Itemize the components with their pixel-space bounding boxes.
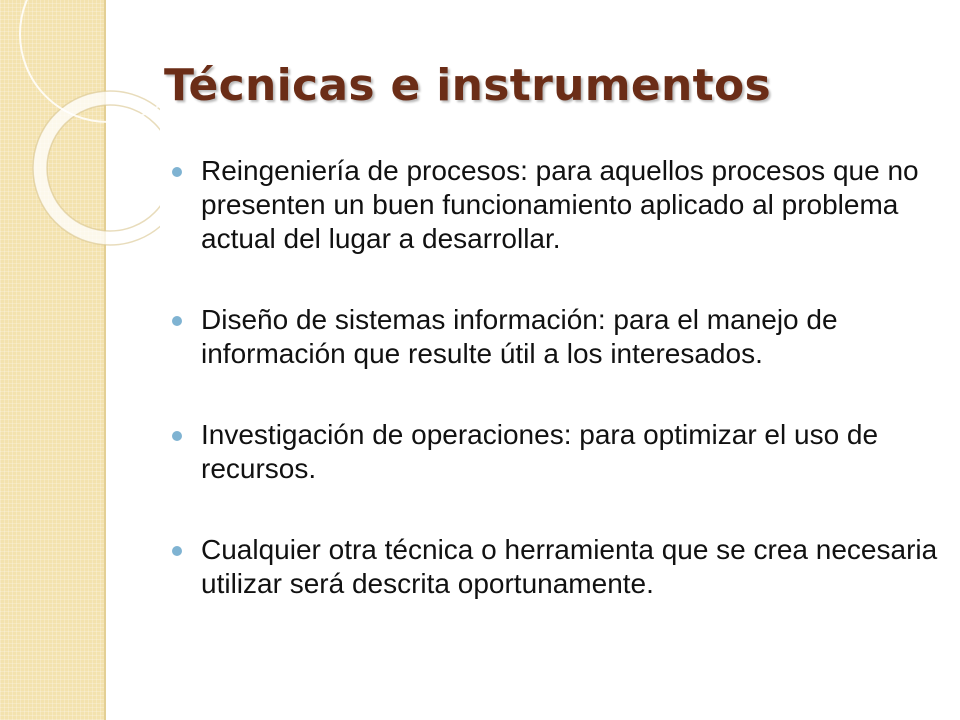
bullet-item bbox=[172, 533, 942, 601]
bullet-item bbox=[172, 303, 942, 371]
bullet-item bbox=[172, 418, 942, 486]
decorative-circles bbox=[0, 0, 160, 260]
bullet-icon bbox=[172, 431, 182, 441]
bullet-item bbox=[172, 154, 942, 256]
bullet-text: Reingeniería de procesos: para aquellos procesos que no presenten un buen funcionamiento aplicado al problema actual del lugar a desarrollar. bbox=[201, 155, 919, 254]
bullet-text: Cualquier otra técnica o herramienta que se crea necesaria utilizar será descrita oportunamente. bbox=[201, 534, 938, 599]
bullet-text: Investigación de operaciones: para optimizar el uso de recursos. bbox=[201, 419, 879, 484]
slide-title: Técnicas e instrumentos bbox=[164, 60, 771, 111]
bullet-list bbox=[172, 154, 942, 648]
bullet-icon bbox=[172, 316, 182, 326]
bullet-icon bbox=[172, 546, 182, 556]
bullet-icon bbox=[172, 167, 182, 177]
bullet-text: Diseño de sistemas información: para el manejo de información que resulte útil a los interesados. bbox=[201, 304, 838, 369]
